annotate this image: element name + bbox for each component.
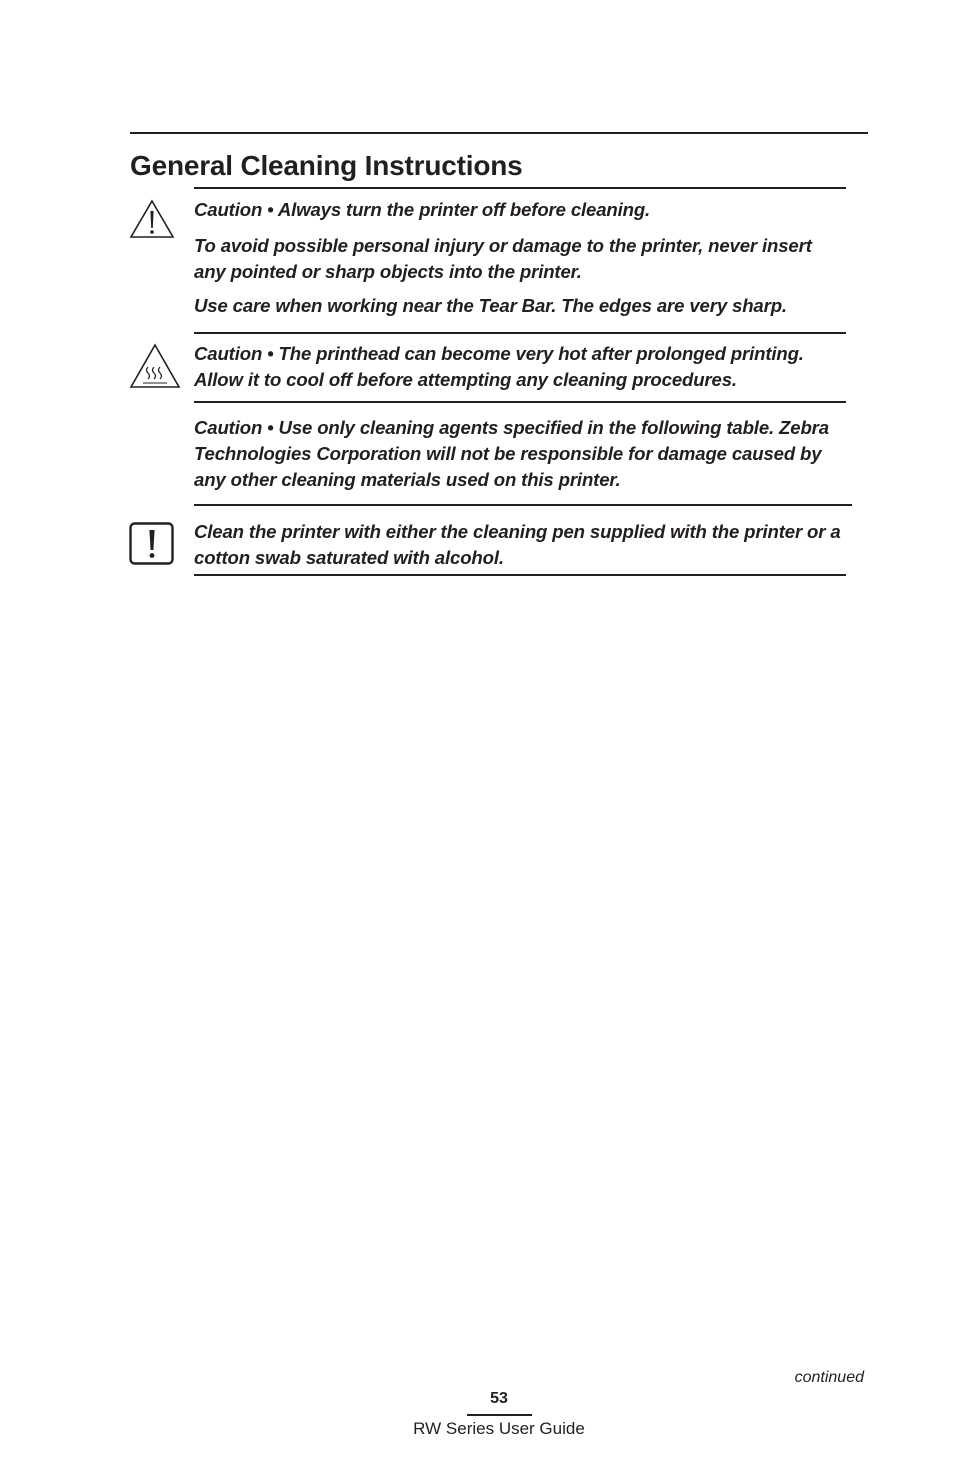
caution-icon [129, 199, 175, 239]
page-number-rule [467, 1414, 532, 1416]
note-paragraph: Caution • Always turn the printer off before cleaning. [194, 199, 651, 220]
cleaning-method-note [194, 519, 844, 571]
note-4-top-rule [194, 504, 852, 506]
caution-cleaning-agents-note [194, 415, 844, 493]
note-1-top-rule [194, 187, 846, 189]
continued-label: continued [794, 1369, 864, 1386]
note-4-bottom-rule [194, 574, 846, 576]
note-paragraph: Caution • Use only cleaning agents specified in the following table. Zebra Technologies Corporation will not be responsible for damage caused by any other cleaning materials used on this printer. [194, 417, 829, 490]
caution-power-off-note [194, 197, 844, 319]
note-paragraph: Caution • The printhead can become very hot after prolonged printing. Allow it to cool off before attempting any cleaning procedures. [194, 343, 804, 390]
page-number: 53 [490, 1390, 508, 1407]
note-3-top-rule [194, 401, 846, 403]
important-icon [129, 522, 175, 566]
top-rule [130, 132, 868, 134]
caution-hot-printhead-note [194, 341, 844, 393]
page-title: General Cleaning Instructions [130, 150, 523, 181]
note-paragraph: Use care when working near the Tear Bar. The edges are very sharp. [194, 295, 787, 316]
note-paragraph: Clean the printer with either the cleaning pen supplied with the printer or a cotton swab saturated with alcohol. [194, 521, 841, 568]
note-paragraph: To avoid possible personal injury or damage to the printer, never insert any pointed or sharp objects into the printer. [194, 235, 812, 282]
guide-title: RW Series User Guide [413, 1419, 585, 1438]
note-2-top-rule [194, 332, 846, 334]
hot-surface-icon [129, 343, 181, 389]
